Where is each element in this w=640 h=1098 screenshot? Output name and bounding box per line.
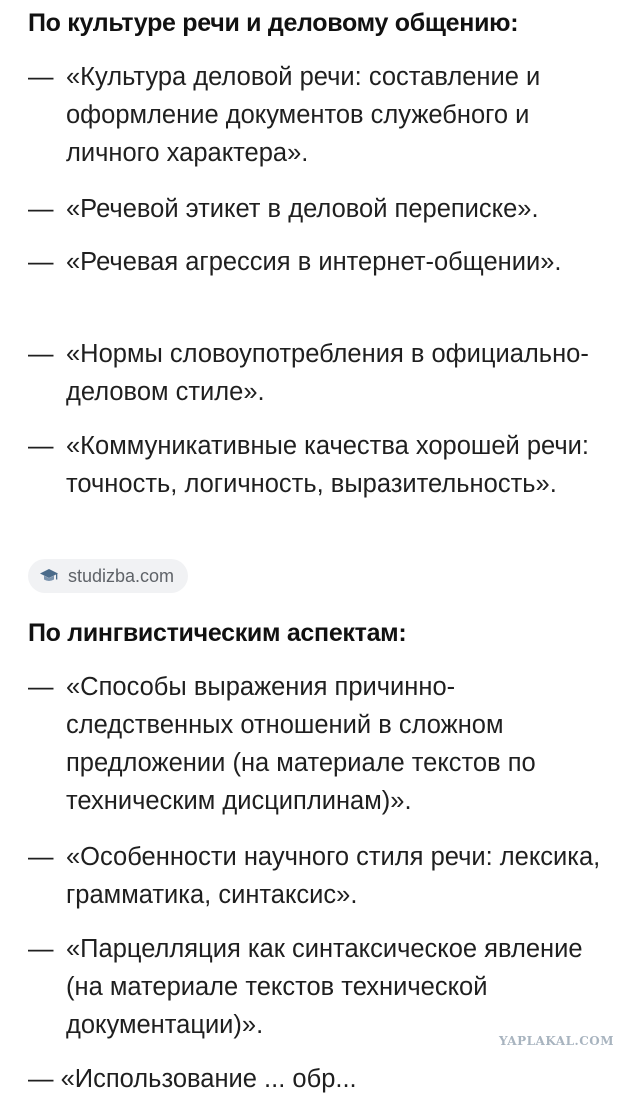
list-item-text: «Речевая агрессия в интернет-общении». (66, 248, 562, 276)
list-item-text: «Парцелляция как синтаксическое явление (на материале текстов технической документации)». (66, 935, 583, 1039)
dash-marker: — (28, 935, 54, 963)
dash-marker: — (28, 195, 54, 223)
list-item (28, 243, 613, 281)
list-item (28, 668, 613, 820)
dash-marker: — (28, 63, 54, 91)
list-item (28, 335, 613, 411)
list-item-text: «Коммуникативные качества хорошей речи: точность, логичность, выразительность». (66, 432, 589, 498)
source-label: studizba.com (68, 565, 175, 586)
list-item (28, 58, 613, 172)
watermark: YAPLAKAL.COM (498, 1034, 614, 1048)
list-item-text: «Культура деловой речи: составление и оформление документов служебного и личного характера». (66, 63, 541, 167)
list-item (28, 190, 613, 228)
dash-marker: — (28, 843, 54, 871)
list-item (28, 838, 613, 914)
dash-marker: — (28, 673, 54, 701)
dash-marker: — (28, 248, 54, 276)
list-item (28, 427, 613, 503)
source-link-chip[interactable] (28, 559, 188, 593)
list-item-text: «Особенности научного стиля речи: лексика, грамматика, синтаксис». (66, 843, 601, 909)
list-item-text: «Нормы словоупотребления в официально-деловом стиле». (66, 340, 589, 406)
graduation-cap-icon (38, 565, 60, 587)
section-heading-linguistics: По лингвистическим аспектам: (28, 619, 407, 647)
dash-marker: — (28, 340, 54, 368)
dash-marker: — (28, 432, 54, 460)
cut-off-list-item: — «Использование ... обр... (28, 1065, 357, 1093)
list-item-text: «Способы выражения причинно-следственных отношений в сложном предложении (на материале текстов по техническим дисциплинам)». (66, 673, 536, 815)
section-heading-culture: По культуре речи и деловому общению: (28, 9, 519, 37)
list-item (28, 930, 613, 1044)
list-item-text: «Речевой этикет в деловой переписке». (66, 195, 539, 223)
